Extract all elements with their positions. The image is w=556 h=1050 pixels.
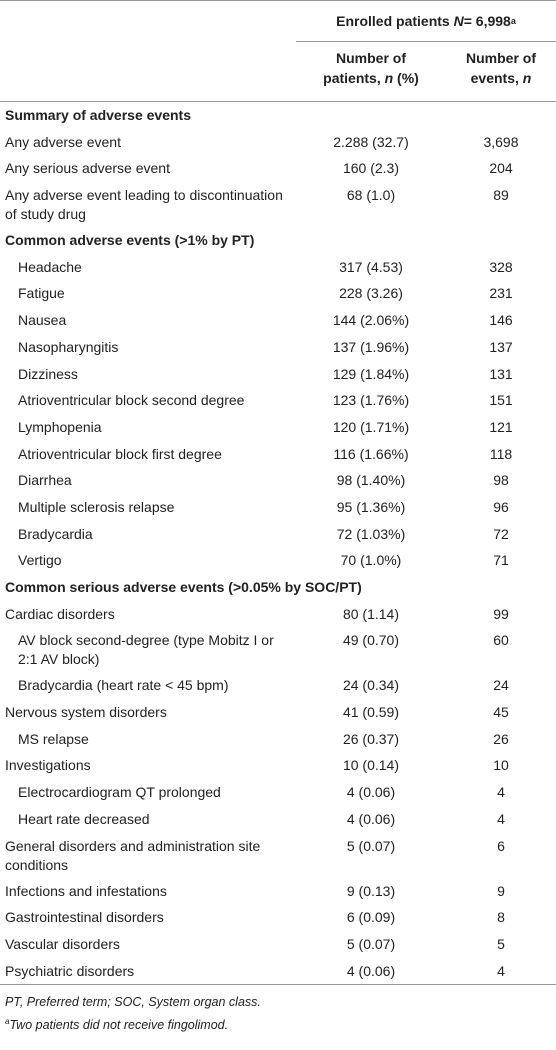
footnote-a-mark: a (5, 1017, 10, 1027)
row-label: Vascular disorders (5, 935, 120, 952)
table-row (0, 155, 556, 182)
table-row (0, 726, 556, 753)
patients-value: 144 (2.06%) (332, 312, 410, 329)
patients-value: 72 (1.03%) (336, 525, 406, 542)
events-value: 328 (489, 258, 513, 275)
table-row (0, 467, 556, 494)
patients-value: 4 (0.06) (346, 962, 396, 979)
patients-value: 70 (1.0%) (340, 552, 402, 569)
row-label: Any adverse event (5, 133, 121, 150)
patients-value: 137 (1.96%) (332, 338, 410, 355)
row-label: AV block second-degree (type Mobitz I or 2:1 AV block) (18, 632, 274, 668)
events-value: 137 (489, 338, 513, 355)
table-row (0, 182, 556, 227)
events-value: 204 (489, 160, 513, 177)
events-value: 72 (493, 525, 509, 542)
row-label: Atrioventricular block first degree (18, 445, 222, 462)
patients-value: 5 (0.07) (346, 837, 396, 854)
patients-value: 4 (0.06) (346, 810, 396, 827)
row-label: Psychiatric disorders (5, 962, 135, 979)
row-label: Infections and infestations (5, 882, 167, 899)
patients-value: 26 (0.37) (342, 730, 400, 747)
table-row (0, 521, 556, 548)
patients-value: 68 (1.0) (346, 187, 396, 204)
table-row (0, 833, 556, 878)
events-value: 26 (493, 730, 509, 747)
col-patients-line1: Number of (336, 50, 406, 66)
col-events-line2: events, (470, 70, 523, 86)
row-label: Vertigo (18, 552, 62, 569)
table-row (0, 672, 556, 699)
row-label: Bradycardia (18, 525, 93, 542)
events-value: 6 (497, 837, 505, 854)
table-row (0, 752, 556, 779)
table-row (0, 627, 556, 672)
patients-value: 6 (0.09) (346, 909, 396, 926)
table-row (0, 601, 556, 628)
events-value: 231 (489, 285, 513, 302)
table-row (0, 958, 556, 985)
row-label: Bradycardia (heart rate < 45 bpm) (18, 677, 229, 694)
patients-value: 95 (1.36%) (336, 498, 406, 515)
patients-value: 160 (2.3) (342, 160, 400, 177)
section-heading: Common serious adverse events (>0.05% by SOC/PT) (5, 579, 362, 595)
events-value: 4 (497, 810, 505, 827)
table-row (0, 547, 556, 574)
events-value: 96 (493, 498, 509, 515)
row-label: Cardiac disorders (5, 605, 115, 622)
patients-value: 116 (1.66%) (333, 445, 409, 462)
footnote-a (5, 1012, 556, 1035)
row-label: Fatigue (18, 285, 65, 302)
events-value: 3,698 (483, 133, 519, 150)
col-events-line1: Number of (466, 50, 536, 66)
enrolled-footnote-mark: a (510, 16, 516, 26)
events-value: 89 (493, 187, 509, 204)
events-value: 151 (489, 392, 513, 409)
patients-value: 5 (0.07) (346, 935, 396, 952)
table-row (0, 361, 556, 388)
row-label: Heart rate decreased (18, 810, 150, 827)
events-value: 45 (493, 704, 509, 721)
enrolled-value: = 6,998 (463, 13, 511, 29)
row-label: MS relapse (18, 730, 89, 747)
table-row (0, 307, 556, 334)
events-value: 131 (489, 365, 513, 382)
patients-value: 4 (0.06) (346, 784, 396, 801)
row-label: Nervous system disorders (5, 704, 167, 721)
events-value: 121 (489, 418, 513, 435)
col-header-events (446, 48, 556, 88)
table-row (0, 878, 556, 905)
row-label: Any adverse event leading to discontinuation of study drug (5, 187, 283, 223)
col-header-patients (296, 48, 446, 88)
patients-value: 228 (3.26) (339, 285, 403, 302)
enrolled-patients-header (296, 1, 556, 42)
table-row (0, 280, 556, 307)
row-label: Nausea (18, 312, 67, 329)
footnotes (0, 985, 556, 1035)
patients-value: 317 (4.53) (339, 258, 403, 275)
table-row (0, 779, 556, 806)
table-row (0, 129, 556, 156)
table-row (0, 931, 556, 958)
col-events-n: n (522, 70, 532, 86)
row-label: Gastrointestinal disorders (5, 909, 164, 926)
table-body (0, 102, 556, 984)
patients-value: 123 (1.76%) (332, 392, 410, 409)
table-row (0, 904, 556, 931)
table-row (0, 414, 556, 441)
enrolled-label: Enrolled patients (336, 13, 450, 29)
events-value: 8 (497, 909, 505, 926)
section-heading: Summary of adverse events (5, 107, 191, 123)
table-row (0, 254, 556, 281)
row-label: Investigations (5, 757, 91, 774)
row-label: Any serious adverse event (5, 160, 170, 177)
events-value: 4 (497, 784, 505, 801)
col-patients-n: n (384, 70, 394, 86)
row-label: Headache (18, 258, 82, 275)
events-value: 9 (497, 882, 505, 899)
row-label: Nasopharyngitis (18, 338, 119, 355)
table-row (0, 494, 556, 521)
footnote-a-text: Two patients did not receive fingolimod. (9, 1018, 229, 1033)
events-value: 71 (493, 552, 509, 569)
table-row (0, 334, 556, 361)
events-value: 98 (493, 472, 509, 489)
table-row (0, 699, 556, 726)
patients-value: 2.288 (32.7) (333, 133, 409, 150)
events-value: 60 (493, 632, 509, 649)
events-value: 99 (493, 605, 509, 622)
patients-value: 9 (0.13) (346, 882, 396, 899)
row-label: Atrioventricular block second degree (18, 392, 245, 409)
row-label: Electrocardiogram QT prolonged (18, 784, 221, 801)
patients-value: 10 (0.14) (342, 757, 400, 774)
col-patients-line2: patients, (323, 70, 385, 86)
events-value: 10 (493, 757, 509, 774)
row-label: General disorders and administration site conditions (5, 837, 261, 873)
events-value: 4 (497, 962, 505, 979)
footnote-abbreviations: PT, Preferred term; SOC, System organ class. (5, 995, 261, 1010)
events-value: 146 (489, 312, 513, 329)
enrolled-n-symbol: N (453, 13, 464, 29)
row-label: Lymphopenia (18, 418, 102, 435)
patients-value: 41 (0.59) (342, 704, 400, 721)
section-heading: Common adverse events (>1% by PT) (5, 232, 255, 249)
patients-value: 80 (1.14) (342, 605, 400, 622)
patients-value: 129 (1.84%) (332, 365, 410, 382)
events-value: 24 (493, 677, 509, 694)
row-label: Multiple sclerosis relapse (18, 498, 175, 515)
patients-value: 24 (0.34) (342, 677, 400, 694)
table-row (0, 441, 556, 468)
table-header (0, 0, 556, 101)
patients-value: 120 (1.71%) (332, 418, 410, 435)
table-row (0, 806, 556, 833)
events-value: 118 (489, 445, 513, 462)
patients-value: 98 (1.40%) (336, 472, 406, 489)
col-patients-pct: (%) (393, 70, 419, 86)
table-row (0, 387, 556, 414)
patients-value: 49 (0.70) (342, 632, 400, 649)
events-value: 5 (497, 935, 505, 952)
row-label: Dizziness (18, 365, 78, 382)
row-label: Diarrhea (18, 472, 72, 489)
